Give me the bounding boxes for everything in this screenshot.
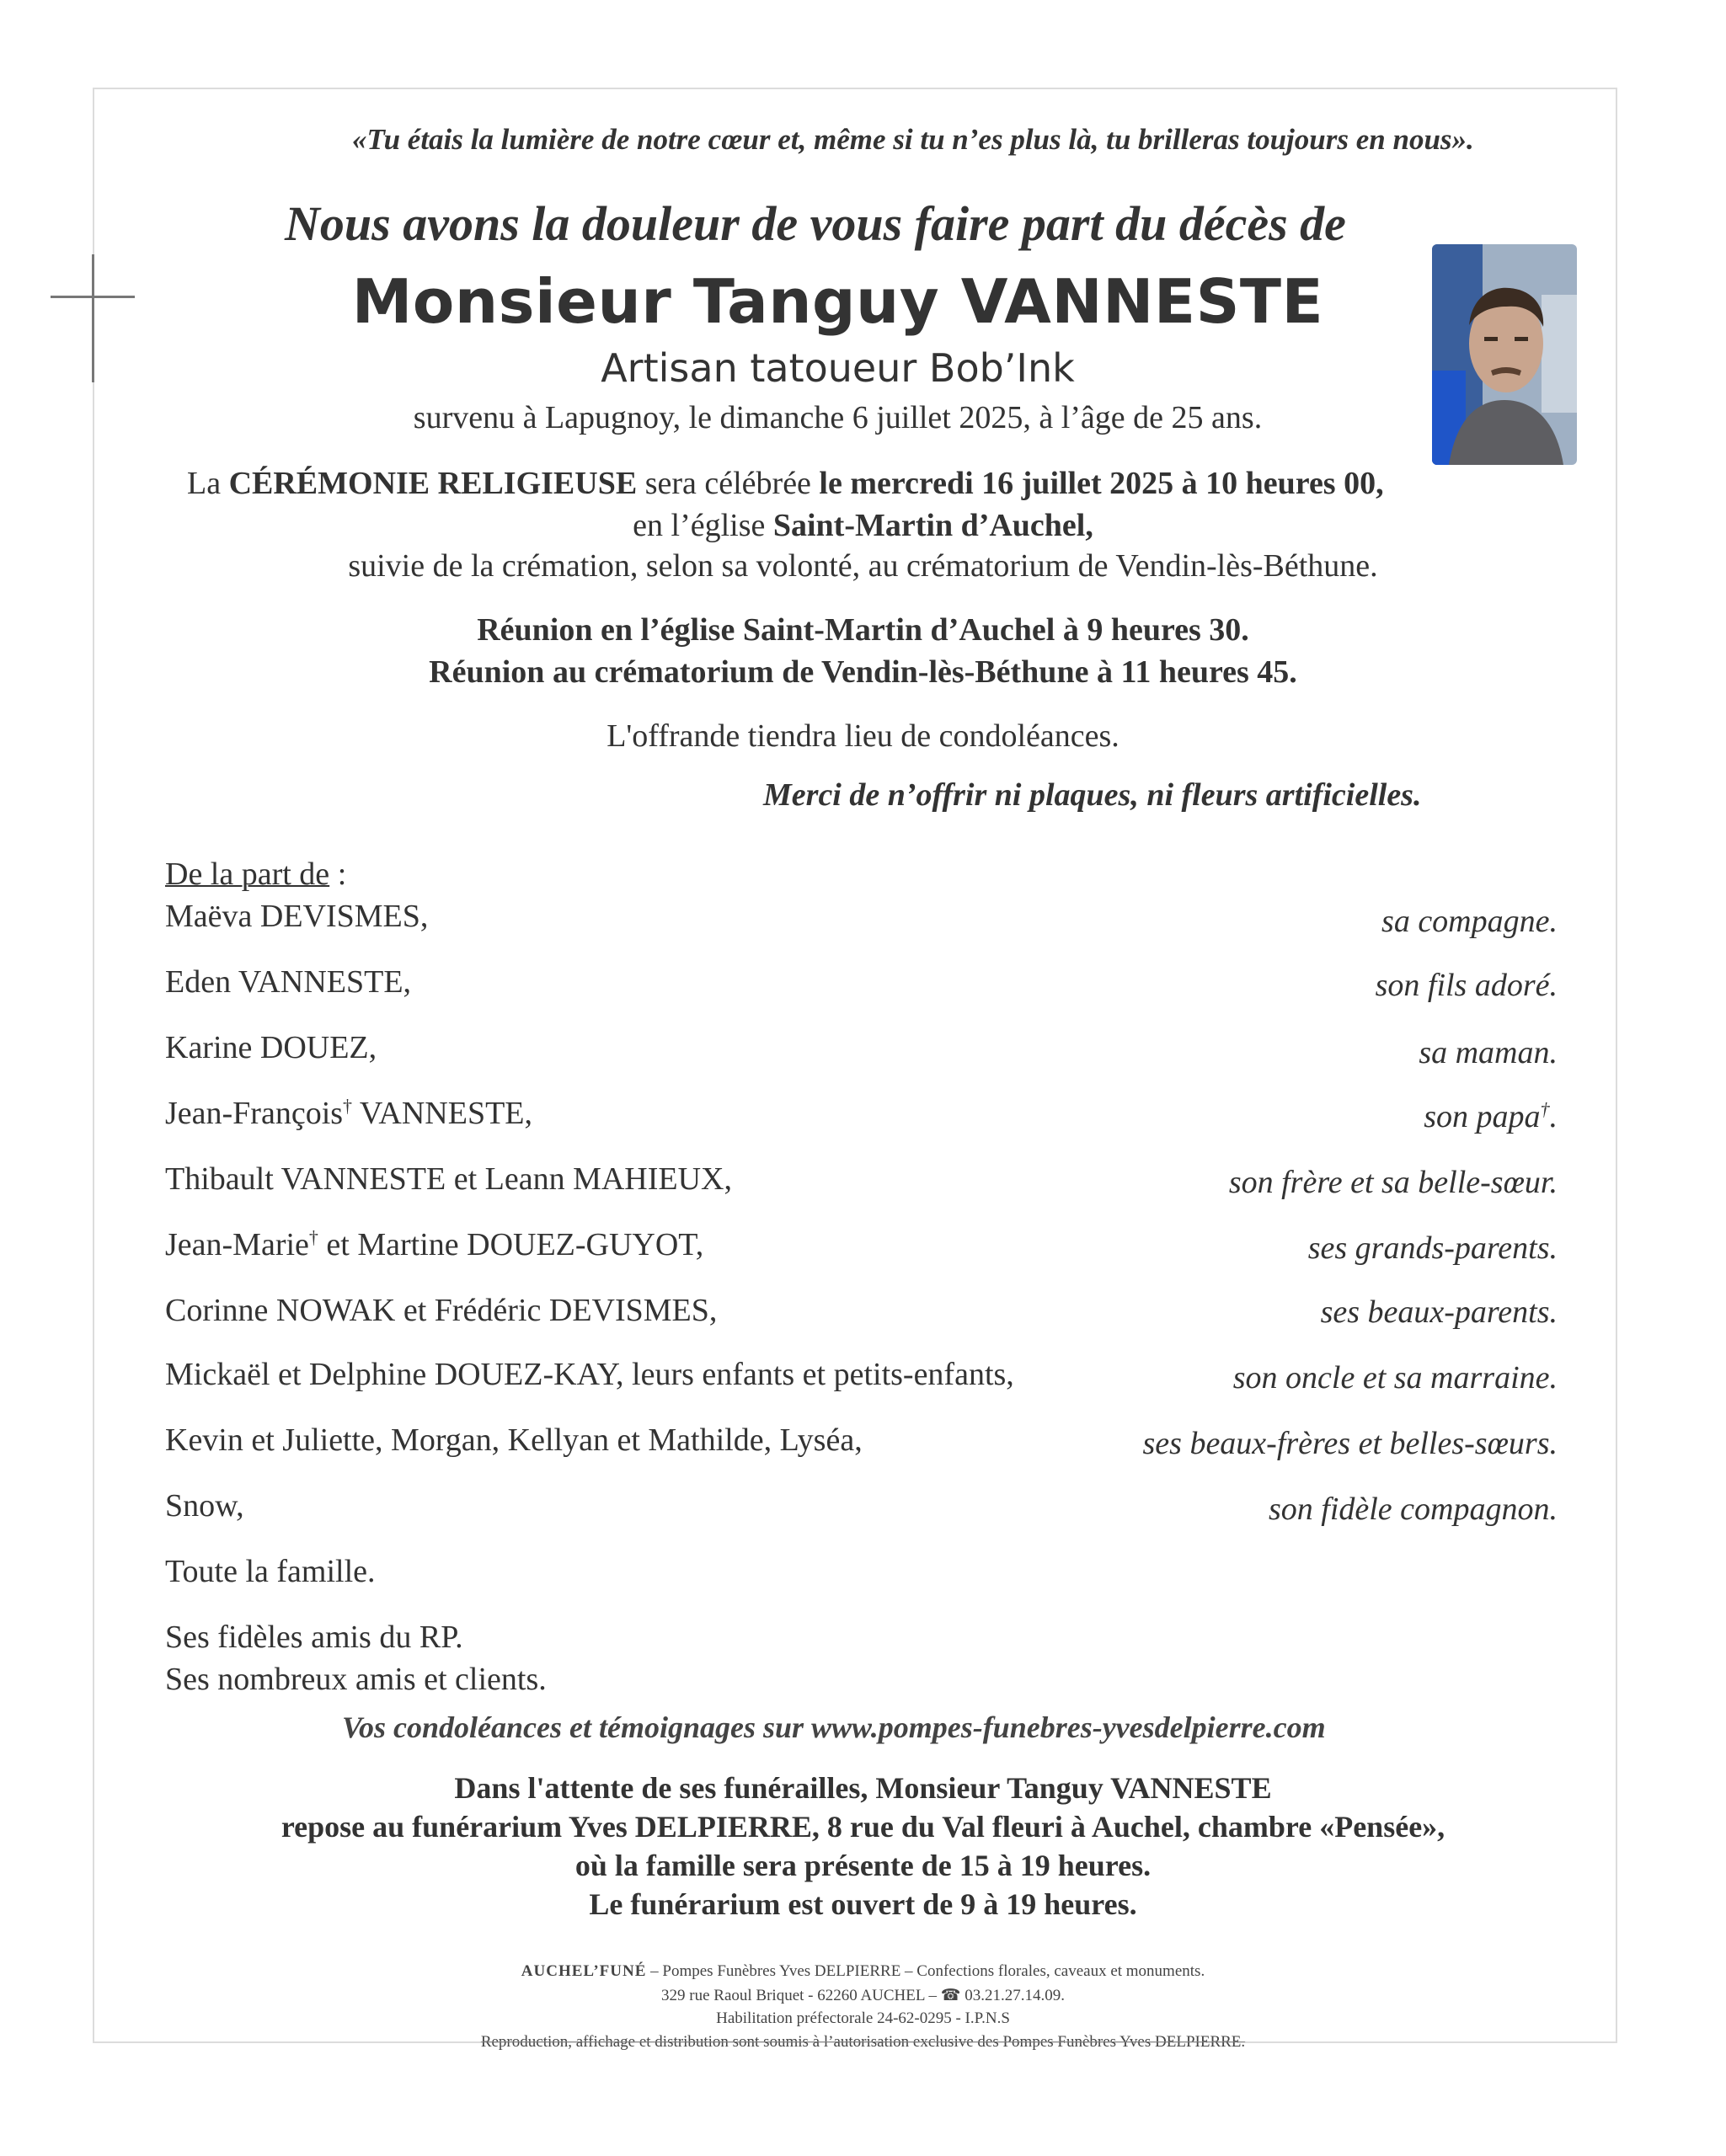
- ceremony-text-2: sera célébrée: [637, 466, 820, 501]
- family-name: Kevin et Juliette, Morgan, Kellyan et Mathilde, Lyséa,: [165, 1422, 863, 1458]
- footer-brand: AUCHEL’FUNÉ: [521, 1962, 647, 1980]
- family-name-part: Jean-Marie: [165, 1227, 309, 1262]
- family-others: Toute la famille.: [165, 1554, 376, 1589]
- family-relation: sa maman.: [1419, 1035, 1558, 1070]
- condolences-website: Vos condoléances et témoignages sur www.pompes-funebres-yvesdelpierre.com: [342, 1710, 1326, 1744]
- reunion-church: Réunion en l’église Saint-Martin d’Auchel à 9 heures 30.: [477, 612, 1249, 648]
- reunion-crematorium: Réunion au crématorium de Vendin-lès-Béthune à 11 heures 45.: [429, 654, 1297, 690]
- family-relation: son fils adoré.: [1375, 968, 1558, 1003]
- from-heading-colon: :: [329, 857, 347, 892]
- family-relation-part: son papa: [1424, 1099, 1541, 1134]
- family-name: [165, 1226, 703, 1263]
- announcement-intro: Nous avons la douleur de vous faire part du décès de: [285, 196, 1346, 251]
- from-heading-label: De la part de: [165, 857, 330, 892]
- family-name: Thibault VANNESTE et Leann MAHIEUX,: [165, 1161, 732, 1197]
- family-name: [165, 1095, 532, 1132]
- family-name: Eden VANNESTE,: [165, 964, 412, 1000]
- deceased-occupation: Artisan tatoueur Bob’Ink: [601, 345, 1075, 391]
- portrait-photo-icon: [1432, 244, 1577, 465]
- ceremony-location: Saint-Martin d’Auchel,: [772, 508, 1093, 543]
- dagger-mark: †: [1540, 1098, 1550, 1120]
- family-name-part: et Martine DOUEZ-GUYOT,: [318, 1227, 704, 1262]
- ceremony-text: La: [187, 466, 229, 501]
- friends-rp: Ses fidèles amis du RP.: [165, 1620, 463, 1655]
- family-name: Karine DOUEZ,: [165, 1030, 377, 1065]
- family-relation: ses beaux-frères et belles-sœurs.: [1142, 1426, 1558, 1461]
- family-relation: ses beaux-parents.: [1320, 1294, 1558, 1330]
- funerarium-line-2: repose au funérarium Yves DELPIERRE, 8 rue du Val fleuri à Auchel, chambre «Pensée»,: [281, 1810, 1445, 1844]
- dagger-mark: †: [308, 1226, 318, 1248]
- family-relation-part: .: [1549, 1099, 1558, 1134]
- ceremony-type: CÉRÉMONIE RELIGIEUSE: [228, 466, 638, 501]
- family-name-part: VANNESTE,: [352, 1096, 533, 1131]
- ceremony-line-3: suivie de la crémation, selon sa volonté, au crématorium de Vendin-lès-Béthune.: [348, 548, 1378, 584]
- ceremony-date: le mercredi 16 juillet 2025 à 10 heures 00,: [819, 466, 1384, 501]
- family-relation: [1424, 1098, 1558, 1135]
- footer-line-4: Reproduction, affichage et distribution sont soumis à l’autorisation exclusive des Pompes Funèbres Yves DELPIERRE.: [480, 2033, 1246, 2051]
- family-name: Snow,: [165, 1488, 244, 1524]
- family-relation: sa compagne.: [1381, 904, 1558, 939]
- family-name: Maëva DEVISMES,: [165, 899, 429, 934]
- family-name: Mickaël et Delphine DOUEZ-KAY, leurs enfants et petits-enfants,: [165, 1357, 1014, 1392]
- funerarium-line-3: où la famille sera présente de 15 à 19 heures.: [574, 1849, 1152, 1882]
- footer-line-3: Habilitation préfectorale 24-62-0295 - I.P.N.S: [716, 2009, 1010, 2027]
- family-relation: ses grands-parents.: [1307, 1230, 1558, 1266]
- footer-line-2: [0, 1986, 1726, 2005]
- ceremony-line-2: [0, 507, 1726, 544]
- phone-icon: ☎: [940, 1987, 961, 2004]
- footer-phone: 03.21.27.14.09.: [960, 1987, 1065, 2004]
- family-name: Corinne NOWAK et Frédéric DEVISMES,: [165, 1293, 718, 1328]
- footer-line-1: [0, 1962, 1726, 1981]
- offering-note: L'offrande tiendra lieu de condoléances.: [607, 718, 1119, 754]
- funerarium-line-4: Le funérarium est ouvert de 9 à 19 heures.: [589, 1887, 1137, 1921]
- epitaph-quote: «Tu étais la lumière de notre cœur et, même si tu n’es plus là, tu brilleras toujours en nous».: [352, 123, 1474, 156]
- death-details: survenu à Lapugnoy, le dimanche 6 juillet 2025, à l’âge de 25 ans.: [413, 400, 1263, 435]
- footer-address: 329 rue Raoul Briquet - 62260 AUCHEL –: [661, 1987, 941, 2004]
- friends-clients: Ses nombreux amis et clients.: [165, 1662, 547, 1697]
- family-relation: son frère et sa belle-sœur.: [1228, 1165, 1558, 1200]
- footer-services: – Pompes Funèbres Yves DELPIERRE – Confections florales, caveaux et monuments.: [646, 1962, 1205, 1980]
- funerarium-line-1: Dans l'attente de ses funérailles, Monsieur Tanguy VANNESTE: [454, 1771, 1272, 1805]
- family-name-part: Jean-François: [165, 1096, 344, 1131]
- dagger-mark: †: [343, 1095, 353, 1117]
- no-flowers-note: Merci de n’offrir ni plaques, ni fleurs artificielles.: [763, 777, 1422, 813]
- family-relation: son oncle et sa marraine.: [1232, 1360, 1558, 1396]
- ceremony-line-1: [187, 465, 1384, 502]
- from-heading: [165, 856, 346, 893]
- ceremony-location-pre: en l’église: [633, 508, 773, 543]
- family-relation: son fidèle compagnon.: [1268, 1492, 1558, 1527]
- portrait-photo: [1432, 244, 1577, 465]
- deceased-name: Monsieur Tanguy VANNESTE: [351, 266, 1324, 337]
